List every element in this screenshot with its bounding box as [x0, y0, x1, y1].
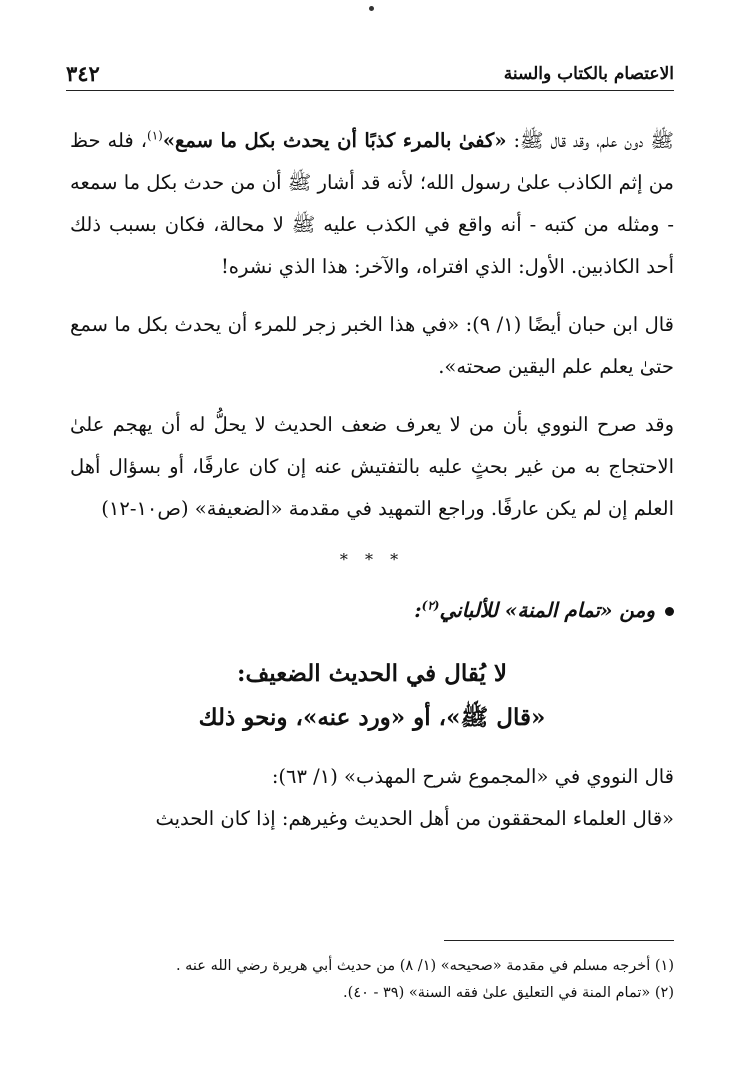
paragraph-2: قال ابن حبان أيضًا (١/ ٩): «في هذا الخبر زجر للمرء أن يحدث بكل ما سمع حتىٰ يعلم علم اليقين صحته». — [70, 313, 674, 378]
paragraph-1 — [70, 120, 674, 288]
paragraph-1-start: ﷺ دون علم، وقد قال ﷺ: — [506, 129, 674, 152]
scan-dot — [369, 6, 374, 11]
paragraph-5: «قال العلماء المحققون من أهل الحديث وغيرهم: إذا كان الحديث — [155, 807, 674, 830]
section-heading-line-2: «قال ﷺ»، أو «ورد عنه»، ونحو ذلك — [198, 704, 546, 731]
source-bullet-text: ومن «تمام المنة» للألباني — [439, 598, 655, 622]
paragraph-4: قال النووي في «المجموع شرح المهذب» (١/ ٦٣): — [271, 765, 674, 788]
running-header — [66, 50, 674, 91]
running-title: الاعتصام بالكتاب والسنة — [503, 64, 674, 84]
footnote-ref-1[interactable]: (١) — [147, 128, 163, 143]
hadith-quote: «كفىٰ بالمرء كذبًا أن يحدث بكل ما سمع» — [162, 129, 507, 152]
section-heading-line-1: لا يُقال في الحديث الضعيف: — [236, 660, 508, 687]
footnotes — [70, 940, 674, 1007]
section-separator: * * * — [339, 550, 405, 569]
bullet-icon — [665, 607, 674, 616]
source-bullet — [70, 588, 674, 632]
footnote-ref-2[interactable]: (٢) — [421, 598, 440, 613]
main-text — [70, 120, 674, 840]
source-bullet-colon: : — [414, 598, 422, 622]
footnote-divider — [444, 940, 674, 941]
footnote-1: (١) أخرجه مسلم في مقدمة «صحيحه» (١/ ٨) من حديث أبي هريرة رضي الله عنه . — [175, 958, 674, 974]
paragraph-3: وقد صرح النووي بأن من لا يعرف ضعف الحديث لا يحلُّ له أن يهجم علىٰ الاحتجاج به من غير بحثٍ عليه بالتفتيش عنه إن كان عارفًا، أو بسؤال أهل العلم إن لم يكن عارفًا. وراجع التمهيد في مقدمة «الضعيفة» (ص١٠-١٢) — [70, 413, 674, 520]
page-number: ٣٤٢ — [66, 61, 100, 86]
paragraph-1-end: ، فله حظ من إثم الكاذب علىٰ رسول الله؛ لأنه قد أشار ﷺ أن من حدث بكل ما سمعه - ومثله من كتبه - أنه واقع في الكذب عليه ﷺ لا محالة، فكان بسبب ذلك أحد الكاذبين. الأول: الذي افتراه، والآخر: هذا الذي نشره! — [70, 129, 674, 278]
footnote-2: (٢) «تمام المنة في التعليق علىٰ فقه السنة» (٣٩ - ٤٠). — [343, 985, 674, 1001]
